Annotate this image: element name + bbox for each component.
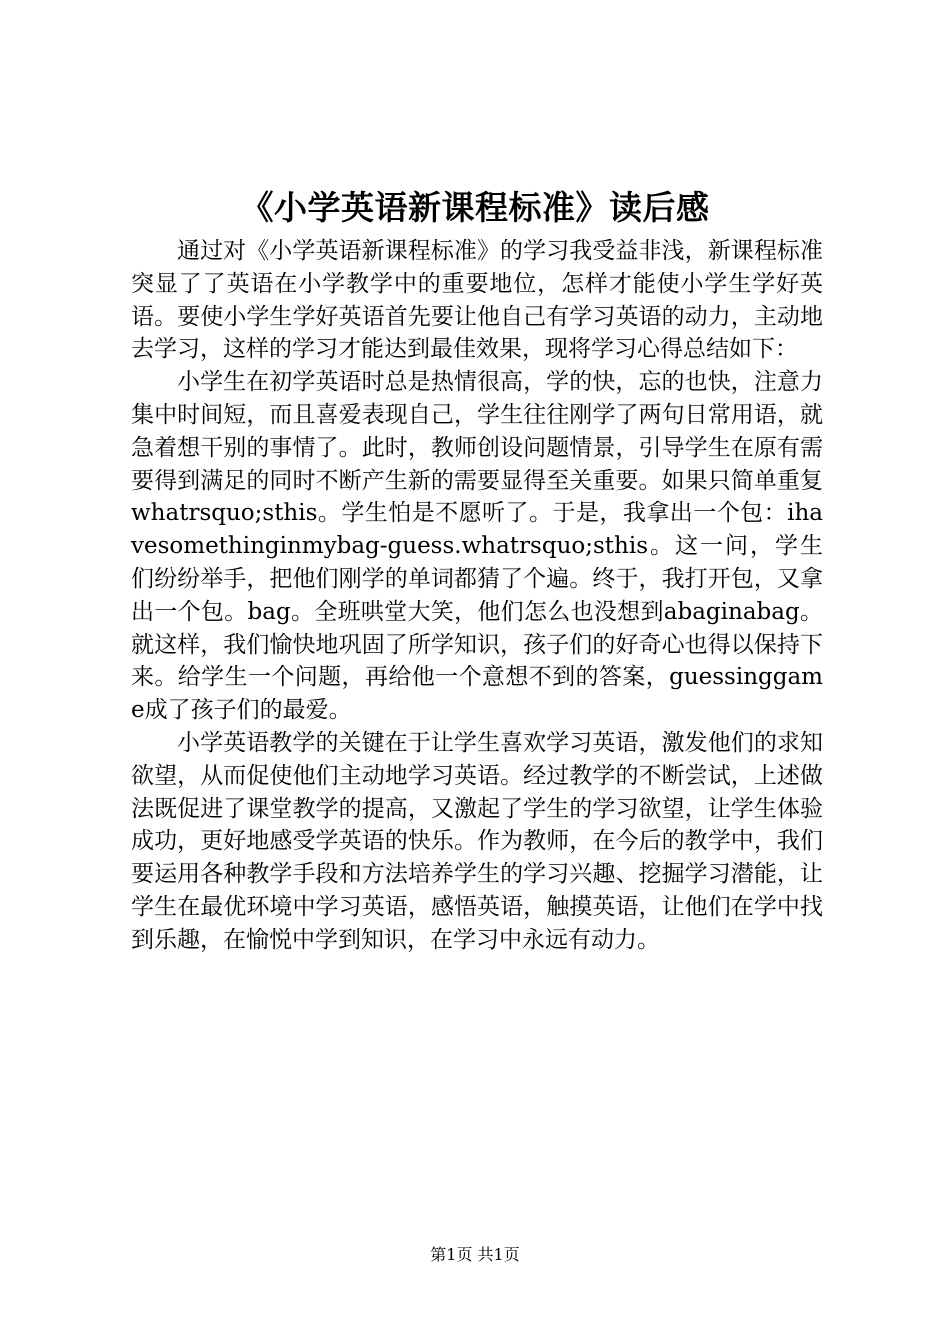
paragraph-1: 通过对《小学英语新课程标准》的学习我受益非浅，新课程标准突显了了英语在小学教学中的重要地位，怎样才能使小学生学好英语。要使小学生学好英语首先要让他自己有学习英语的动力，主动地去学习，这样的学习才能达到最佳效果，现将学习心得总结如下：	[131, 238, 823, 363]
document-body	[131, 235, 823, 957]
document-title: 《小学英语新课程标准》读后感	[240, 188, 710, 227]
page-footer: 第1页 共1页	[430, 1245, 520, 1264]
paragraph-3: 小学英语教学的关键在于让学生喜欢学习英语，激发他们的求知欲望，从而促使他们主动地学习英语。经过教学的不断尝试，上述做法既促进了课堂教学的提高，又激起了学生的学习欲望，让学生体验成功，更好地感受学英语的快乐。作为教师，在今后的教学中，我们要运用各种教学手段和方法培养学生的学习兴趣、挖掘学习潜能，让学生在最优环境中学习英语，感悟英语，触摸英语，让他们在学中找到乐趣，在愉悦中学到知识，在学习中永远有动力。	[131, 729, 823, 953]
paragraph-2: 小学生在初学英语时总是热情很高，学的快，忘的也快，注意力集中时间短，而且喜爱表现自己，学生往往刚学了两句日常用语，就急着想干别的事情了。此时，教师创设问题情景，引导学生在原有需要得到满足的同时不断产生新的需要显得至关重要。如果只简单重复whatrsquo;sthis。学生怕是不愿听了。于是，我拿出一个包：ihavesomethinginmybag-guess.whatrsquo;sthis。这一问，学生们纷纷举手，把他们刚学的单词都猜了个遍。终于，我打开包，又拿出一个包。bag。全班哄堂大笑，他们怎么也没想到abaginabag。就这样，我们愉快地巩固了所学知识，孩子们的好奇心也得以保持下来。给学生一个问题，再给他一个意想不到的答案，guessinggame成了孩子们的最爱。	[131, 369, 823, 724]
